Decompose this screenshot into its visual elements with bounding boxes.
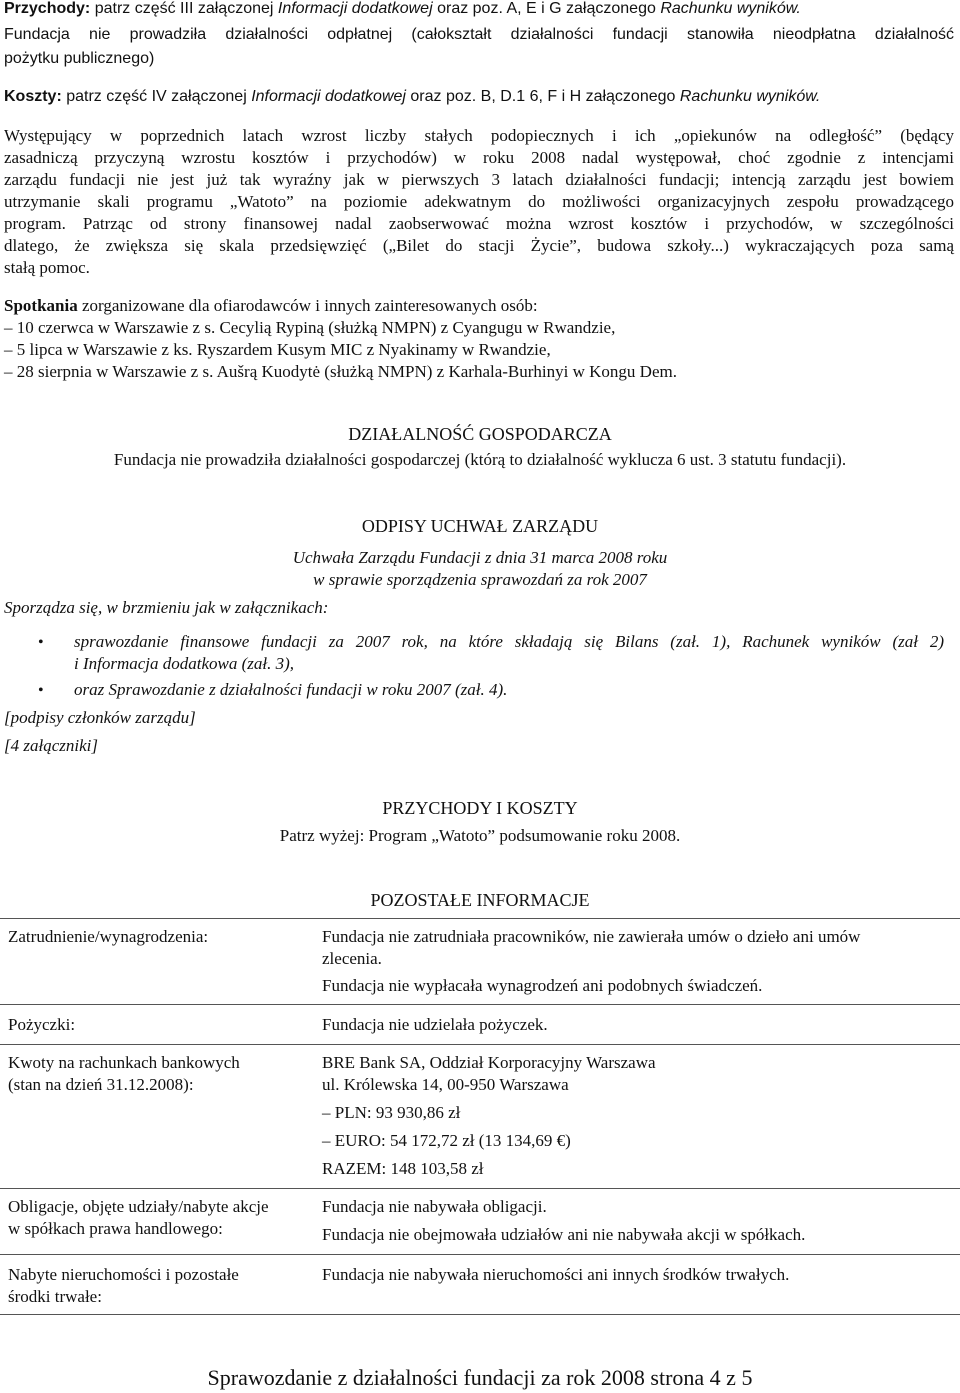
koszty-text-d: Rachunku wyników.: [679, 88, 821, 105]
table-value: Fundacja nie nabywała obligacji. Fundacja nie obejmowała udziałów ani nie nabywała akcji w spółkach.: [322, 1197, 806, 1244]
uchwala-intro: Sporządza się, w brzmieniu jak w załącznikach:: [4, 598, 329, 617]
spotkania-intro-text: zorganizowane dla ofiarodawców i innych zainteresowanych osób:: [77, 296, 538, 315]
wzrost-line-1: Występujący w poprzednich latach wzrost liczby stałych podopiecznych i ich „opiekunów na odległość” (będący: [4, 126, 954, 145]
koszty-label: Koszty:: [4, 88, 62, 105]
przychody-text-b: Informacji dodatkowej: [277, 0, 433, 17]
table-value: Fundacja nie nabywała nieruchomości ani innych środków trwałych.: [322, 1265, 790, 1284]
table-divider: [0, 1314, 960, 1315]
wzrost-line-3: zarządu fundacji nie jest już tak wyraźny jak w pierwszych 3 latach działalności fundacji; intencją zarządu jest bowiem: [4, 170, 954, 189]
uchwala-bullet-2: oraz Sprawozdanie z działalności fundacji w roku 2007 (zał. 4).: [74, 680, 508, 699]
przychody-label: Przychody:: [4, 0, 91, 17]
table-label: Nabyte nieruchomości i pozostałe środki trwałe:: [8, 1265, 239, 1306]
table-label: Obligacje, objęte udziały/nabyte akcje w spółkach prawa handlowego:: [8, 1197, 269, 1238]
wzrost-line-6: dlatego, że zwiększa się skala przedsięwzięć („Bilet do stacji Życie”, budowa szkoły...) wykraczających poza samą: [4, 236, 954, 255]
table-divider: [0, 1044, 960, 1045]
odplatna-line-1: Fundacja nie prowadziła działalności odpłatnej (całokształt działalności fundacji stanowiła nieodpłatna działalność: [4, 26, 954, 43]
uchwaly-heading: ODPISY UCHWAŁ ZARZĄDU: [361, 516, 599, 536]
uchwala-bullet-1-line-1: sprawozdanie finansowe fundacji za 2007 rok, na które składają się Bilans (zał. 1), Rachunek wyników (zał 2): [74, 632, 944, 651]
wzrost-line-7: stałą pomoc.: [4, 258, 90, 277]
spotkania-item: – 28 sierpnia w Warszawie z s. Aušrą Kuodytė (służką NMPN) z Karhala-Burhinyi w Kongu Dem.: [4, 362, 677, 381]
zalaczniki-note: [4 załączniki]: [4, 736, 98, 755]
uchwala-title-1: Uchwała Zarządu Fundacji z dnia 31 marca 2008 roku: [292, 548, 668, 567]
koszty-text-b: Informacji dodatkowej: [251, 88, 406, 105]
table-value: Fundacja nie zatrudniała pracowników, nie zawierała umów o dzieło ani umów zlecenia. Fundacja nie wypłacała wynagrodzeń ani podobnych świadczeń.: [322, 927, 861, 995]
podpisy-note: [podpisy członków zarządu]: [4, 708, 196, 727]
bullet-icon: •: [38, 634, 44, 651]
uchwala-bullet-1-line-2: i Informacja dodatkowa (zał. 3),: [74, 654, 295, 673]
wzrost-line-4: utrzymanie skali programu „Watoto” na poziomie adekwatnym do możliwości organizacyjnych zespołu prowadzącego: [4, 192, 954, 211]
wzrost-line-5: program. Patrząc od strony finansowej nadal zaobserwować można wzrost kosztów i przychodów, w szczególności: [4, 214, 954, 233]
table-divider: [0, 1188, 960, 1189]
uchwala-title-2: w sprawie sporządzenia sprawozdań za rok 2007: [313, 570, 647, 589]
wzrost-line-2: zasadniczą przyczyną wzrostu kosztów i przychodów) w roku 2008 nadal występował, choć zgodnie z intencjami: [4, 148, 954, 167]
table-label: Pożyczki:: [8, 1015, 76, 1034]
koszty-text-a: patrz część IV załączonej: [61, 88, 252, 105]
przychody-line: [4, 0, 801, 18]
pozostale-heading: POZOSTAŁE INFORMACJE: [370, 890, 590, 910]
odplatna-line-2: pożytku publicznego): [4, 50, 155, 67]
przychody-text-d: Rachunku wyników.: [660, 0, 801, 17]
koszty-line: [4, 88, 820, 106]
table-value: Fundacja nie udzielała pożyczek.: [322, 1015, 548, 1034]
table-label: Kwoty na rachunkach bankowych (stan na dzień 31.12.2008):: [8, 1053, 240, 1094]
spotkania-intro: [4, 296, 538, 316]
table-divider: [0, 918, 960, 919]
przychody-text-c: oraz poz. A, E i G załączonego: [432, 0, 661, 17]
przychody-text-a: patrz część III załączonej: [90, 0, 278, 17]
table-divider: [0, 1254, 960, 1255]
table-divider: [0, 1004, 960, 1005]
przychody-koszty-text: Patrz wyżej: Program „Watoto” podsumowanie roku 2008.: [279, 826, 681, 845]
spotkania-item: – 10 czerwca w Warszawie z s. Cecylią Rypiną (służką NMPN) z Cyangugu w Rwandzie,: [4, 318, 616, 337]
table-label: Zatrudnienie/wynagrodzenia:: [8, 927, 209, 946]
przychody-koszty-heading: PRZYCHODY I KOSZTY: [382, 798, 578, 818]
spotkania-item: – 5 lipca w Warszawie z ks. Ryszardem Kusym MIC z Nyakinamy w Rwandzie,: [4, 340, 551, 359]
gospodarcza-text: Fundacja nie prowadziła działalności gospodarczej (którą to działalność wyklucza 6 ust. 3 statutu fundacji).: [113, 450, 847, 469]
gospodarcza-heading: DZIAŁALNOŚĆ GOSPODARCZA: [348, 424, 612, 444]
page-footer: Sprawozdanie z działalności fundacji za rok 2008 strona 4 z 5: [207, 1365, 753, 1390]
koszty-text-c: oraz poz. B, D.1 6, F i H załączonego: [405, 88, 680, 105]
bullet-icon: •: [38, 682, 44, 699]
table-value: BRE Bank SA, Oddział Korporacyjny Warszawa ul. Królewska 14, 00-950 Warszawa – PLN: 93 930,86 zł – EURO: 54 172,72 zł (13 134,69 €) RAZEM: 148 103,58 zł: [322, 1053, 656, 1178]
spotkania-label: Spotkania: [4, 296, 78, 315]
